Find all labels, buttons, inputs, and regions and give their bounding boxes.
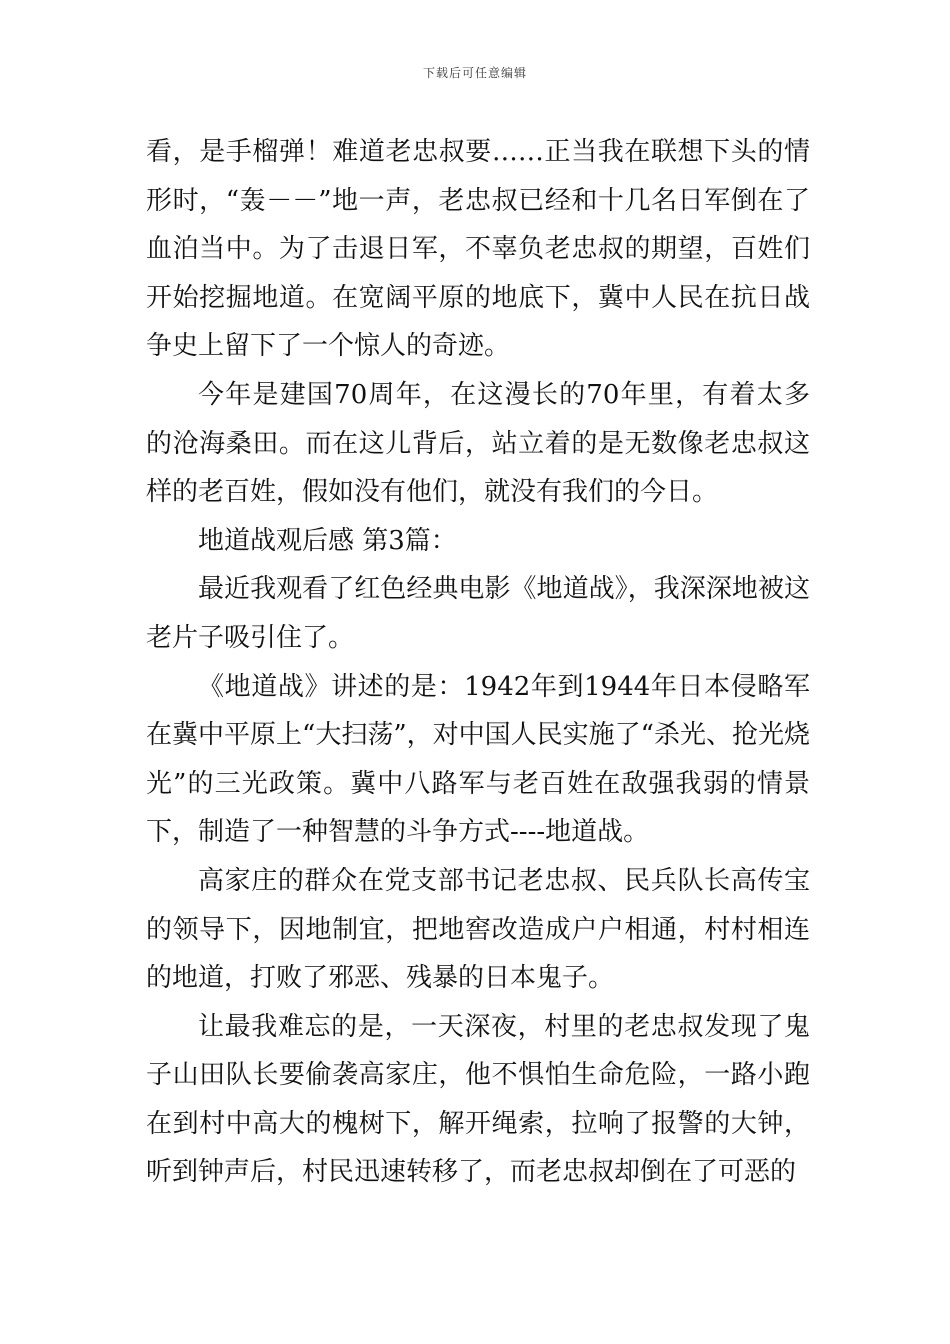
paragraph-5: 高家庄的群众在党支部书记老忠叔、民兵队长高传宝的领导下，因地制宜，把地窖改造成户户相通，村村相连的地道，打败了邪恶、残暴的日本鬼子。 <box>146 865 810 994</box>
paragraph-3: 最近我观看了红色经典电影《地道战》，我深深地被这老片子吸引住了。 <box>146 574 810 653</box>
paragraph-2: 今年是建国70周年，在这漫长的70年里，有着太多的沧海桑田。而在这儿背后，站立着的是无数像老忠叔这样的老百姓，假如没有他们，就没有我们的今日。 <box>146 379 810 508</box>
page-header: 下载后可任意编辑 <box>422 66 527 80</box>
section-heading: 地道战观后感 第3篇： <box>198 525 457 556</box>
paragraph-1: 看，是手榴弹！难道老忠叔要……正当我在联想下头的情形时，“轰－－”地一声，老忠叔已经和十几名日军倒在了血泊当中。为了击退日军，不辜负老忠叔的期望，百姓们开始挖掘地道。在宽阔平原的地底下，冀中人民在抗日战争史上留下了一个惊人的奇迹。 <box>146 137 810 362</box>
paragraph-6: 让最我难忘的是，一天深夜，村里的老忠叔发现了鬼子山田队长要偷袭高家庄，他不惧怕生命危险，一路小跑在到村中高大的槐树下，解开绳索，拉响了报警的大钟，听到钟声后，村民迅速转移了，而老忠叔却倒在了可恶的 <box>146 1011 810 1188</box>
document-body <box>146 128 810 1197</box>
paragraph-4: 《地道战》讲述的是：1942年到1944年日本侵略军在冀中平原上“大扫荡”，对中国人民实施了“杀光、抢光烧光”的三光政策。冀中八路军与老百姓在敌强我弱的情景下，制造了一种智慧的斗争方式----地道战。 <box>146 671 810 848</box>
